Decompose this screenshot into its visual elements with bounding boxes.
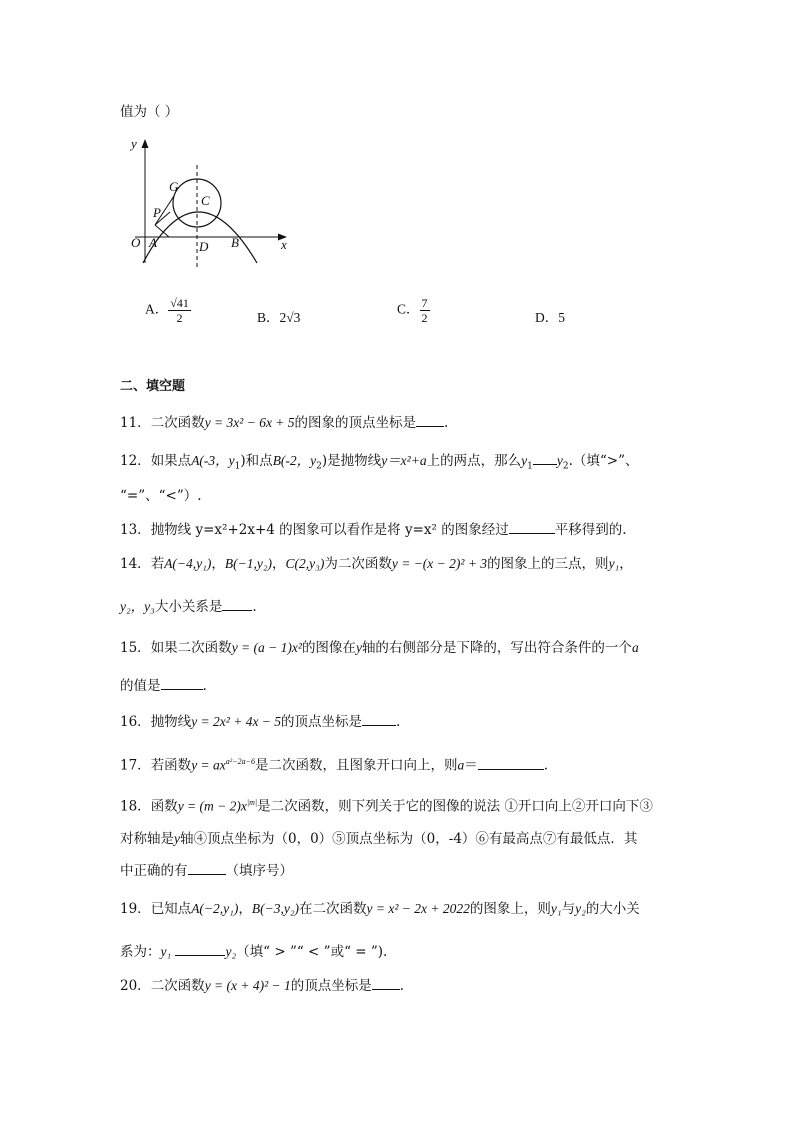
question-18: 18．函数$y = (m - 2)x^{|m|}$是二次函数，则下列关于它的图像的说法 ①开口向上②开口向下③ <box>120 798 653 815</box>
question-20: 20．二次函数y = (x + 4)² − 1的顶点坐标是 . <box>120 978 405 994</box>
question-19-line2: 系为：y₁ y₂（填“ > ”“ < ”或“ = ”). <box>120 944 388 960</box>
question-18-line3: 中正确的有 （填序号） <box>120 863 293 879</box>
question-12-line2: “=”、“<”）. <box>120 488 202 504</box>
label-G: G <box>169 179 179 194</box>
question-17: 17．若函数$y = ax^{a^2-2a-6}$是二次函数，且图象开口向上，则a＝ . <box>120 757 549 774</box>
question-19: 19．已知点A(−2,y₁)，B(−3,y₂)在二次函数y = x² − 2x + 2022的图象上，则y₁与y₂的大小关 <box>120 901 640 917</box>
label-D: D <box>199 239 209 254</box>
label-C: C <box>201 193 210 208</box>
question-13: 13．抛物线 y=x²+2x+4 的图象可以看作是将 y=x² 的图象经过 平移得到的. <box>120 522 627 538</box>
question-11: 11．二次函数y = 3x² − 6x + 5的图象的顶点坐标是 . <box>120 415 449 431</box>
question-14: 14．若A(−4,y₁)，B(−1,y₂)，C(2,y₃)为二次函数y = −(x − 2)² + 3的图象上的三点，则y₁， <box>120 556 633 572</box>
option-d: D．5 <box>535 310 565 325</box>
label-A: A <box>149 235 157 250</box>
label-P: P <box>153 205 161 220</box>
geometry-figure <box>125 133 300 268</box>
question-14-line2: y₂，y₃大小关系是 . <box>120 599 257 615</box>
q10-tail: 值为（ ） <box>120 104 179 120</box>
label-O: O <box>131 235 141 250</box>
question-15-line2: 的值是 . <box>120 678 207 694</box>
option-b: B．2√3 <box>257 310 301 325</box>
option-c: C． $\frac{7}{2}$ <box>397 296 428 325</box>
question-16: 16．抛物线y = 2x² + 4x − 5的顶点坐标是 . <box>120 714 401 730</box>
section-title: 二、填空题 <box>120 379 186 394</box>
label-y: y <box>131 136 137 151</box>
option-a: A． $\frac{√41}{2}$ <box>145 296 189 325</box>
question-18-line2: 对称轴是y轴④顶点坐标为（0，0）⑤顶点坐标为（0，-4）⑥有最高点⑦有最低点．其 <box>120 831 638 847</box>
question-15: 15．如果二次函数y = (a − 1)x²的图像在y轴的右侧部分是下降的，写出符合条件的一个a <box>120 640 639 656</box>
label-B: B <box>231 235 239 250</box>
question-12: 12．如果点A(-3，$y_1$)和点B(-2，$y_2$)是抛物线y＝x²+a上的两点，那么$y_1$ $y_2$.（填“>”、 <box>120 453 639 472</box>
label-x: x <box>281 237 287 252</box>
